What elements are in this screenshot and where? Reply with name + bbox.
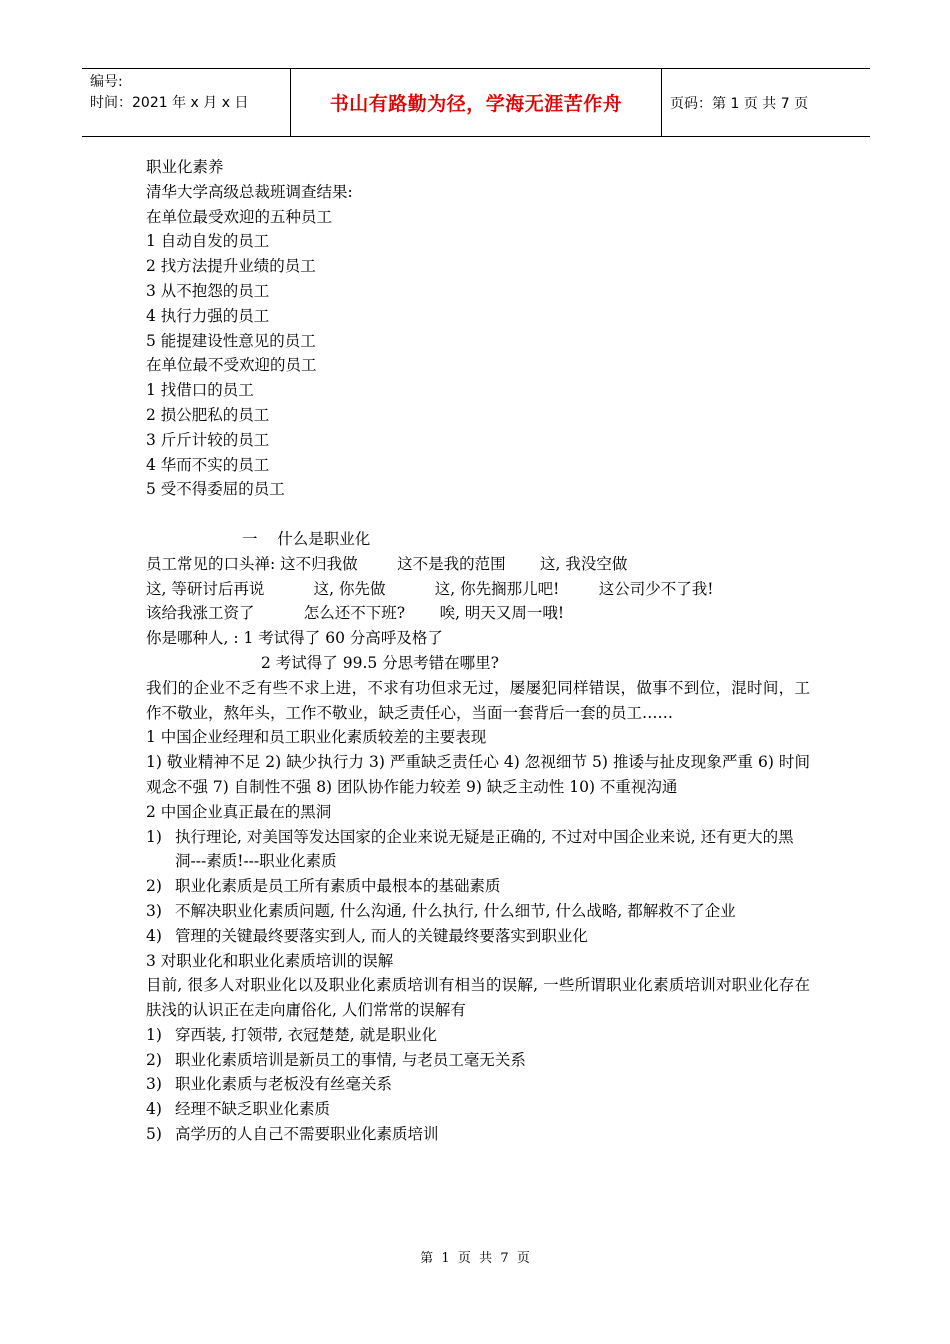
list-number: 4): [146, 1100, 162, 1119]
unpopular-item: 1 找借口的员工: [146, 381, 254, 400]
list-text: 职业化素质培训是新员工的事情, 与老员工毫无关系: [175, 1050, 526, 1069]
list-text: 职业化素质是员工所有素质中最根本的基础素质: [175, 877, 501, 896]
list-text: 执行理论, 对美国等发达国家的企业来说无疑是正确的, 不过对中国企业来说, 还有更大的黑洞---素质!---职业化素质: [175, 827, 794, 871]
header-motto-cell: [291, 69, 662, 136]
page-header: [82, 68, 870, 137]
list-item: [146, 1048, 810, 1073]
saying-line: 该给我涨工资了 怎么还不下班? 唉, 明天又周一哦!: [146, 604, 565, 623]
list-number: 4): [146, 926, 162, 945]
paragraph: 目前, 很多人对职业化以及职业化素质培训有相当的误解, 一些所谓职业化素质培训对职业化存在肤浅的认识正在走向庸俗化, 人们常常的误解有: [146, 976, 810, 1020]
section-heading: 一 什么是职业化: [242, 529, 371, 548]
document-body: [146, 155, 810, 1147]
code-label: 编号:: [90, 74, 123, 90]
header-page-cell: [662, 69, 870, 136]
subheading: 1 中国企业经理和员工职业化素质较差的主要表现: [146, 728, 487, 747]
header-meta: [82, 69, 291, 136]
list-item: [146, 874, 810, 899]
survey-heading: 清华大学高级总裁班调查结果:: [146, 182, 353, 201]
paragraph: 我们的企业不乏有些不求上进，不求有功但求无过，屡屡犯同样错误，做事不到位，混时间，工作不敬业，熬年头，工作不敬业，缺乏责任心，当面一套背后一套的员工……: [146, 678, 810, 722]
list-text: 穿西装, 打领带, 衣冠楚楚, 就是职业化: [175, 1025, 438, 1044]
list-item: [146, 1072, 810, 1097]
unpopular-item: 2 损公肥私的员工: [146, 405, 270, 424]
list-text: 经理不缺乏职业化素质: [175, 1100, 331, 1119]
unpopular-item: 5 受不得委屈的员工: [146, 480, 285, 499]
list-item: [146, 825, 810, 875]
question-line: 你是哪种人, : 1 考试得了 60 分高呼及格了: [146, 629, 443, 648]
popular-item: 3 从不抱怨的员工: [146, 281, 270, 300]
date-label: 时间：2021 年 x 月 x 日: [90, 95, 249, 111]
subheading: 2 中国企业真正最在的黑洞: [146, 802, 332, 821]
page-footer: 第 1 页 共 7 页: [420, 1251, 530, 1266]
list-text: 管理的关键最终要落实到人, 而人的关键最终要落实到职业化: [175, 926, 588, 945]
list-text: 职业化素质与老板没有丝毫关系: [175, 1075, 393, 1094]
list-item: [146, 1097, 810, 1122]
spacer: [146, 502, 810, 527]
list-item: [146, 1122, 810, 1147]
list-item: [146, 924, 810, 949]
paragraph: 1) 敬业精神不足 2) 缺少执行力 3) 严重缺乏责任心 4) 忽视细节 5) 推诿与扯皮现象严重 6) 时间观念不强 7) 自制性不强 8) 团队协作能力较差 9) 缺乏主动性 10) 不重视沟通: [146, 753, 810, 796]
unpopular-heading: 在单位最不受欢迎的员工: [146, 356, 317, 375]
list-number: 1): [146, 1025, 162, 1044]
popular-item: 2 找方法提升业绩的员工: [146, 257, 316, 276]
popular-item: 4 执行力强的员工: [146, 306, 270, 325]
list-number: 2): [146, 1050, 162, 1069]
page-label: 页码：第 1 页 共 7 页: [670, 95, 809, 112]
popular-heading: 在单位最受欢迎的五种员工: [146, 207, 333, 226]
list-text: 不解决职业化素质问题, 什么沟通, 什么执行, 什么细节, 什么战略, 都解救不了企业: [175, 901, 736, 920]
motto-text: 书山有路勤为径，学海无涯苦作舟: [329, 93, 623, 115]
popular-item: 1 自动自发的员工: [146, 232, 270, 251]
list-text: 高学历的人自己不需要职业化素质培训: [175, 1125, 439, 1144]
question-line: 2 考试得了 99.5 分思考错在哪里?: [261, 653, 499, 672]
unpopular-item: 4 华而不实的员工: [146, 455, 270, 474]
doc-title: 职业化素养: [146, 158, 224, 176]
blackhole-list: [146, 825, 810, 949]
list-number: 2): [146, 877, 162, 896]
saying-line: 员工常见的口头禅: 这不归我做 这不是我的范围 这, 我没空做: [146, 554, 628, 573]
list-number: 3): [146, 1075, 162, 1094]
misunderstanding-list: [146, 1023, 810, 1147]
saying-line: 这, 等研讨后再说 这, 你先做 这, 你先搁那儿吧! 这公司少不了我!: [146, 579, 714, 598]
list-item: [146, 899, 810, 924]
list-item: [146, 1023, 810, 1048]
unpopular-item: 3 斤斤计较的员工: [146, 430, 270, 449]
list-number: 3): [146, 901, 162, 920]
list-number: 5): [146, 1125, 162, 1144]
popular-item: 5 能提建设性意见的员工: [146, 331, 316, 350]
list-number: 1): [146, 827, 162, 846]
subheading: 3 对职业化和职业化素质培训的误解: [146, 951, 394, 970]
